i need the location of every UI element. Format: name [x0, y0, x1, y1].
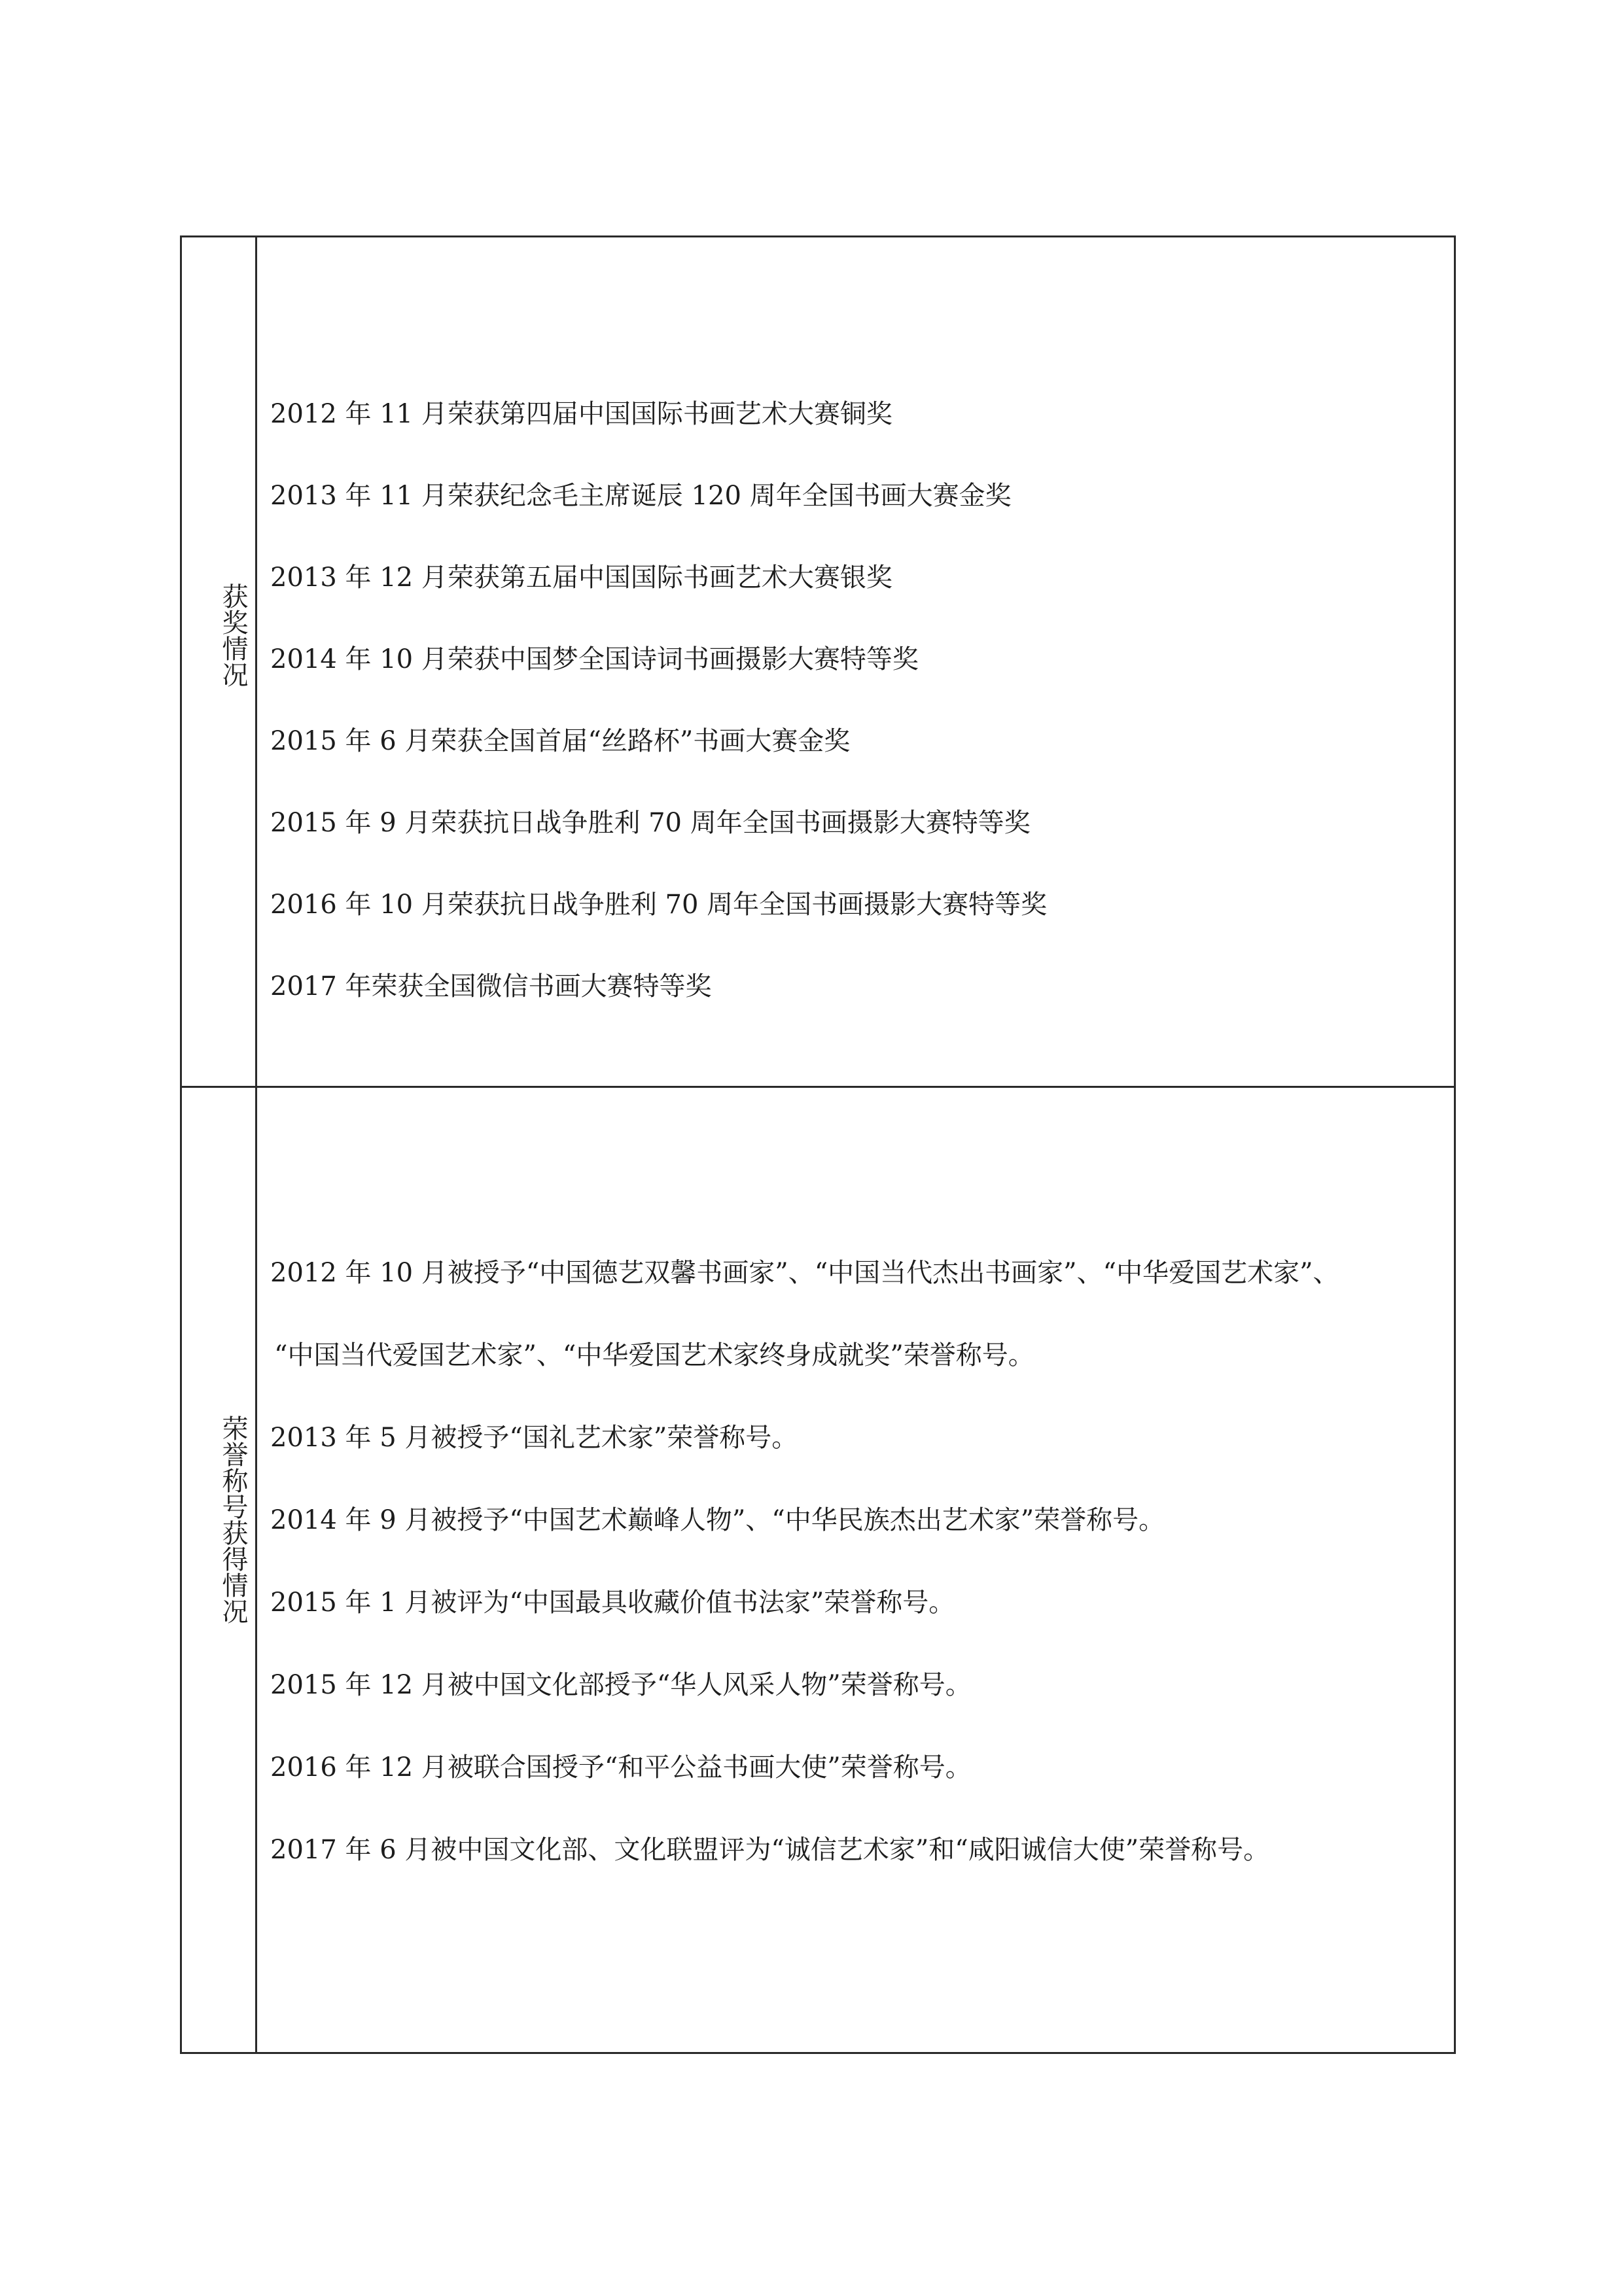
form-table	[180, 235, 1456, 2054]
award-entry: 2016 年 10 月荣获抗日战争胜利 70 周年全国书画摄影大赛特等奖	[270, 890, 1048, 920]
honor-entry-continuation: “中国当代爱国艺术家”、“中华爱国艺术家终身成就奖”荣誉称号。	[274, 1340, 1034, 1370]
awards-content-cell	[257, 237, 1454, 1086]
award-entry: 2015 年 6 月荣获全国首届“丝路杯”书画大赛金奖	[270, 726, 851, 756]
honors-list	[270, 1232, 1441, 1891]
honor-entry: 2017 年 6 月被中国文化部、文化联盟评为“诚信艺术家”和“咸阳诚信大使”荣誉称号。	[270, 1835, 1270, 1865]
awards-list	[270, 374, 1441, 1028]
awards-label: 获奖情况	[218, 583, 248, 687]
award-entry: 2014 年 10 月荣获中国梦全国诗词书画摄影大赛特等奖	[270, 644, 919, 674]
honor-entry: 2012 年 10 月被授予“中国德艺双馨书画家”、“中国当代杰出书画家”、“中华爱国艺术家”、	[270, 1258, 1339, 1288]
award-entry: 2013 年 11 月荣获纪念毛主席诞辰 120 周年全国书画大赛金奖	[270, 481, 1012, 511]
honors-content-cell	[257, 1088, 1454, 2052]
awards-row	[182, 237, 1454, 1088]
award-entry: 2012 年 11 月荣获第四届中国国际书画艺术大赛铜奖	[270, 399, 892, 429]
award-entry: 2015 年 9 月荣获抗日战争胜利 70 周年全国书画摄影大赛特等奖	[270, 808, 1031, 838]
honor-entry: 2013 年 5 月被授予“国礼艺术家”荣誉称号。	[270, 1423, 798, 1453]
award-entry: 2017 年荣获全国微信书画大赛特等奖	[270, 971, 712, 1001]
honor-entry: 2015 年 1 月被评为“中国最具收藏价值书法家”荣誉称号。	[270, 1588, 955, 1618]
honor-entry: 2015 年 12 月被中国文化部授予“华人风采人物”荣誉称号。	[270, 1670, 972, 1700]
award-entry: 2013 年 12 月荣获第五届中国国际书画艺术大赛银奖	[270, 563, 892, 593]
honor-entry: 2016 年 12 月被联合国授予“和平公益书画大使”荣誉称号。	[270, 1752, 972, 1783]
honor-entry: 2014 年 9 月被授予“中国艺术巅峰人物”、“中华民族杰出艺术家”荣誉称号。	[270, 1505, 1165, 1535]
awards-label-cell	[182, 237, 257, 1086]
honors-label: 荣誉称号获得情况	[218, 1415, 248, 1624]
honors-label-cell	[182, 1088, 257, 2052]
honors-row	[182, 1088, 1454, 2052]
